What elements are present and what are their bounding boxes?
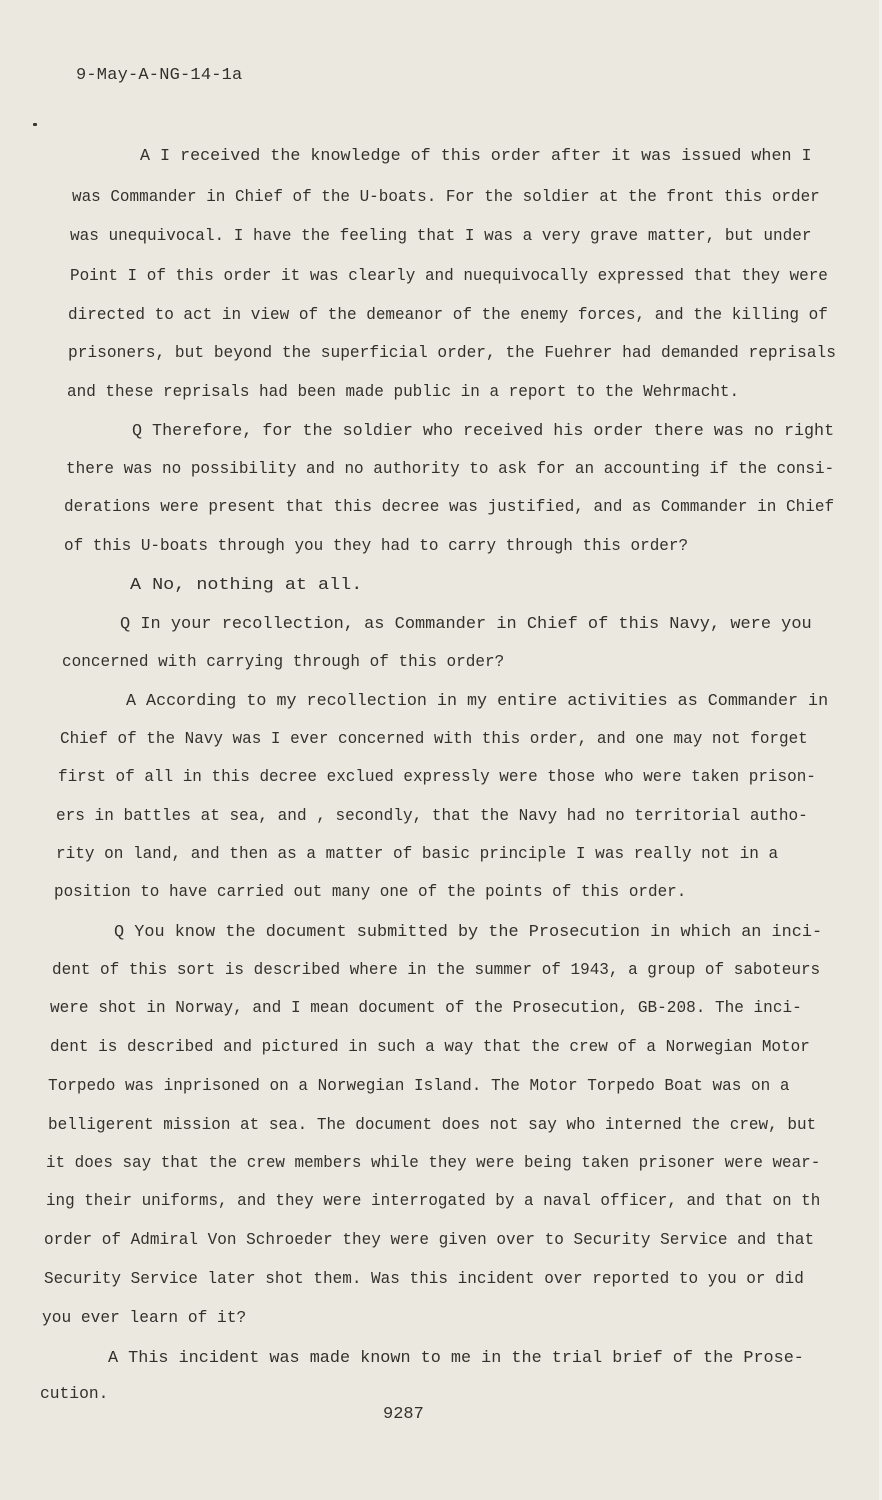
- text-line: Q Therefore, for the soldier who received his order there was no right: [132, 422, 835, 441]
- text-line: of this U-boats through you they had to carry through this order?: [64, 537, 689, 556]
- text-line: were shot in Norway, and I mean document of the Prosecution, GB-208. The inci-: [50, 999, 802, 1018]
- text-line: A I received the knowledge of this order after it was issued when I: [140, 147, 812, 166]
- text-line: Q You know the document submitted by the Prosecution in which an inci-: [114, 923, 823, 942]
- text-line: A According to my recollection in my entire activities as Commander in: [126, 692, 829, 711]
- text-line: it does say that the crew members while they were being taken prisoner were wear-: [46, 1154, 821, 1173]
- text-line: dent is described and pictured in such a way that the crew of a Norwegian Motor: [50, 1038, 810, 1057]
- text-line: position to have carried out many one of the points of this order.: [54, 883, 687, 902]
- text-line: concerned with carrying through of this order?: [62, 653, 505, 672]
- text-line: belligerent mission at sea. The document does not say who interned the crew, but: [48, 1116, 817, 1135]
- text-line: prisoners, but beyond the superficial order, the Fuehrer had demanded reprisals: [68, 344, 836, 363]
- text-line: you ever learn of it?: [42, 1309, 247, 1328]
- text-line: Point I of this order it was clearly and nuequivocally expressed that they were: [70, 267, 828, 286]
- text-line: ing their uniforms, and they were interrogated by a naval officer, and that on th: [46, 1192, 821, 1211]
- text-line: dent of this sort is described where in the summer of 1943, a group of saboteurs: [52, 961, 821, 980]
- text-line: A No, nothing at all.: [130, 576, 363, 595]
- text-line: first of all in this decree exclued expressly were those who were taken prison-: [58, 768, 816, 787]
- margin-mark: [33, 123, 37, 126]
- text-line: Torpedo was inprisoned on a Norwegian Island. The Motor Torpedo Boat was on a: [48, 1077, 790, 1096]
- text-line: Q In your recollection, as Commander in Chief of this Navy, were you: [120, 615, 812, 634]
- document-reference: 9-May-A-NG-14-1a: [76, 66, 243, 85]
- text-line: A This incident was made known to me in the trial brief of the Prose-: [108, 1349, 804, 1368]
- text-line: cution.: [40, 1385, 109, 1404]
- text-line: was unequivocal. I have the feeling that I was a very grave matter, but under: [70, 227, 812, 246]
- text-line: was Commander in Chief of the U-boats. For the soldier at the front this order: [72, 188, 820, 207]
- text-line: Chief of the Navy was I ever concerned with this order, and one may not forget: [60, 730, 808, 749]
- text-line: order of Admiral Von Schroeder they were given over to Security Service and that: [44, 1231, 815, 1250]
- text-line: and these reprisals had been made public in a report to the Wehrmacht.: [67, 383, 740, 402]
- text-line: directed to act in view of the demeanor of the enemy forces, and the killing of: [68, 306, 828, 325]
- text-line: ers in battles at sea, and , secondly, that the Navy had no territorial autho-: [56, 807, 808, 826]
- page-number: 9287: [383, 1405, 424, 1424]
- text-line: there was no possibility and no authority to ask for an accounting if the consi-: [66, 460, 835, 479]
- text-line: Security Service later shot them. Was this incident over reported to you or did: [44, 1270, 804, 1289]
- text-line: derations were present that this decree was justified, and as Commander in Chief: [64, 498, 835, 517]
- text-line: rity on land, and then as a matter of basic principle I was really not in a: [56, 845, 779, 864]
